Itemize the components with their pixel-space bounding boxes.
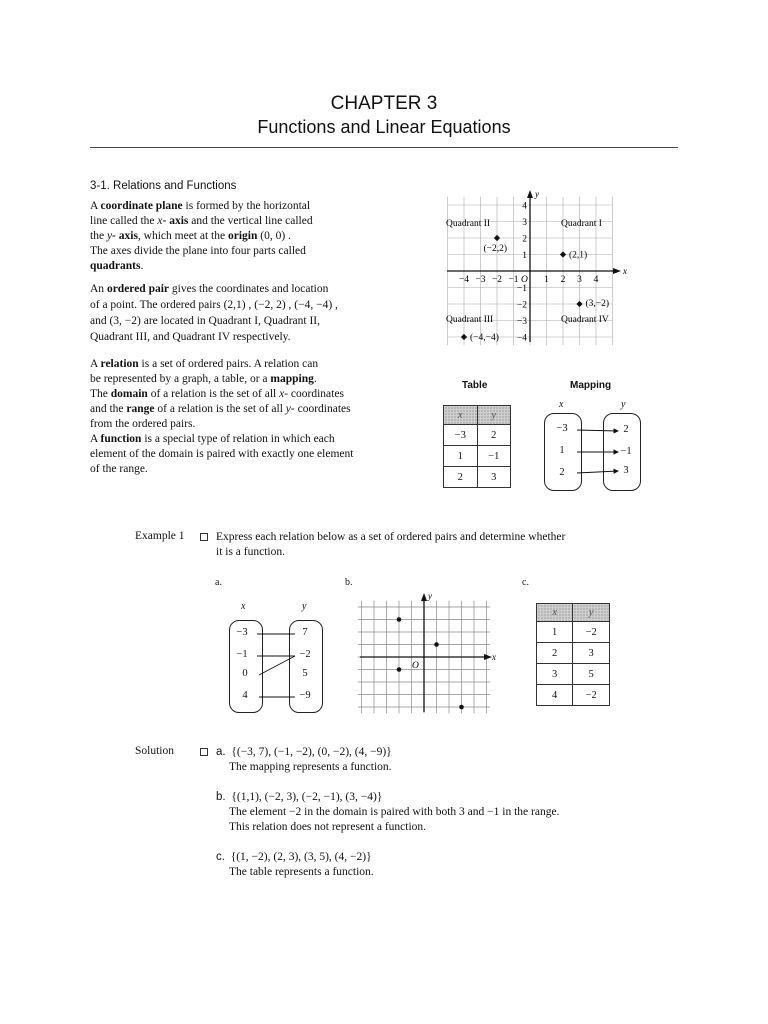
- example-c-label: c.: [522, 577, 529, 588]
- header-rule: [90, 147, 678, 148]
- intro-mapping-arrows: [540, 410, 640, 494]
- table-cell: 1: [537, 622, 573, 643]
- intro-mapping-title: Mapping: [570, 380, 612, 391]
- example-b-y-arrow: [421, 593, 427, 601]
- example-b-graph: [355, 590, 505, 718]
- table-cell: −2: [573, 622, 610, 643]
- mapping-domain-value: 2: [559, 467, 565, 478]
- paragraph-relation-function: A relation is a set of ordered pairs. A relation can be represented by a graph, a table, or a mapping. The domain of a relation is the set of all x- coordinates and the range of a relation is the set of all y- coordinates from the ordered pairs. A function is a special type of relation in which each element of the domain is paired with exactly one element of the range.: [90, 358, 354, 475]
- quadrant-x-label: x: [623, 266, 627, 276]
- table-cell: 3: [573, 643, 610, 664]
- example-b-origin-label: O: [412, 661, 419, 671]
- section-title: 3-1. Relations and Functions: [90, 180, 237, 192]
- x-tick-label: 4: [593, 275, 599, 285]
- data-point: [397, 617, 402, 622]
- table-cell: 1: [444, 446, 478, 467]
- quadrant-x-arrow: [613, 268, 621, 274]
- mapping-domain-value: 0: [242, 668, 248, 679]
- example-c-head-y: y: [573, 604, 610, 622]
- example-label: Example 1: [135, 530, 185, 542]
- mapping-range-value: 7: [302, 627, 308, 638]
- mapping-domain-value: 4: [242, 690, 248, 701]
- point-label: (−4,−4): [470, 333, 499, 343]
- data-point: [459, 705, 464, 710]
- data-point: [434, 642, 439, 647]
- data-point: [576, 301, 582, 307]
- mapping-range-value: −9: [299, 690, 311, 701]
- bullet-square-icon: [200, 533, 208, 541]
- example-a-y-head: y: [302, 601, 307, 612]
- mapping-domain-value: −3: [556, 423, 568, 434]
- x-tick-label: 2: [560, 275, 566, 285]
- x-tick-label: 1: [544, 275, 549, 285]
- intro-table: [443, 405, 511, 488]
- chapter-title: Functions and Linear Equations: [257, 117, 511, 137]
- data-point: [397, 667, 402, 672]
- mapping-domain-value: −3: [236, 627, 248, 638]
- table-cell: 2: [444, 467, 478, 488]
- intro-mapping-x-head: x: [559, 399, 564, 410]
- quadrant-origin-label: O: [521, 275, 528, 285]
- solution-b: b. {(1,1), (−2, 3), (−2, −1), (3, −4)} The element −2 in the domain is paired with both 3 and −1 in the range. This relation does not represent a function.: [216, 791, 560, 833]
- quadrant-iii-label: Quadrant III: [446, 315, 494, 325]
- table-cell: 5: [573, 664, 610, 685]
- table-cell: 4: [537, 685, 573, 706]
- bullet-square-icon: [200, 748, 208, 756]
- chapter-number: CHAPTER 3: [330, 93, 438, 114]
- y-tick-label: −2: [516, 300, 527, 311]
- data-point: [560, 251, 566, 257]
- x-tick-label: −1: [508, 275, 519, 285]
- y-tick-label: 1: [522, 251, 527, 261]
- example-b-label: b.: [345, 577, 353, 588]
- quadrant-y-arrow: [527, 190, 533, 198]
- table-cell: −3: [444, 425, 478, 446]
- example-a-mapping-lines: [225, 615, 325, 715]
- table-cell: 2: [477, 425, 511, 446]
- example-a-label: a.: [215, 577, 222, 588]
- table-cell: 3: [537, 664, 573, 685]
- mapping-arrow: [577, 471, 618, 473]
- mapping-range-value: −1: [620, 446, 632, 457]
- mapping-arrow: [577, 430, 618, 431]
- example-a-x-head: x: [241, 601, 246, 612]
- quadrant-graph: [425, 185, 635, 350]
- mapping-range-value: 2: [623, 424, 629, 435]
- y-tick-label: 4: [522, 201, 527, 212]
- quadrant-ii-label: Quadrant II: [446, 219, 491, 229]
- point-label: (−2,2): [483, 244, 507, 254]
- mapping-domain-value: 1: [559, 445, 565, 456]
- intro-table-head-y: y: [477, 406, 511, 425]
- table-cell: −2: [573, 685, 610, 706]
- quadrant-y-label: y: [535, 189, 539, 199]
- mapping-range-value: −2: [299, 649, 311, 660]
- mapping-range-value: 3: [623, 465, 629, 476]
- x-tick-label: −4: [458, 275, 470, 285]
- mapping-line: [259, 656, 295, 675]
- x-tick-label: −3: [475, 275, 486, 285]
- example-b-y-label: y: [428, 591, 432, 601]
- y-tick-label: 3: [522, 218, 527, 228]
- point-label: (3,−2): [585, 299, 610, 309]
- y-tick-label: 2: [522, 234, 527, 245]
- paragraph-ordered-pair: An ordered pair gives the coordinates and location of a point. The ordered pairs (2,1) , (−2, 2) , (−4, −4) , and (3, −2) are located in Quadrant I, Quadrant II, Quadrant III, and Quadrant IV respectively.: [90, 283, 338, 343]
- example-b-x-arrow: [484, 654, 492, 660]
- solution-c: c. {(1, −2), (2, 3), (3, 5), (4, −2)} The table represents a function.: [216, 851, 374, 878]
- example-c-head-x: x: [537, 604, 573, 622]
- solution-a: a. {(−3, 7), (−1, −2), (0, −2), (4, −9)} The mapping represents a function.: [216, 746, 392, 773]
- x-tick-label: 3: [577, 275, 582, 285]
- intro-table-head-x: x: [444, 406, 478, 425]
- y-tick-label: −1: [516, 284, 527, 294]
- mapping-domain-value: −1: [236, 649, 248, 660]
- quadrant-i-label: Quadrant I: [561, 219, 602, 229]
- table-cell: 3: [477, 467, 511, 488]
- data-point: [494, 235, 500, 241]
- intro-mapping-y-head: y: [621, 399, 626, 410]
- y-tick-label: −3: [516, 317, 527, 327]
- quadrant-iv-label: Quadrant IV: [561, 315, 609, 325]
- example-c-table: [536, 603, 610, 706]
- paragraph-coordinate-plane: A coordinate plane is formed by the horizontal line called the x- axis and the vertical line called the y- axis, which meet at the origin (0, 0) . The axes divide the plane into four parts called quadrants.: [90, 200, 313, 272]
- mapping-range-value: 5: [302, 668, 308, 679]
- solution-label: Solution: [135, 745, 174, 757]
- intro-table-title: Table: [462, 380, 488, 391]
- y-tick-label: −4: [516, 333, 527, 344]
- x-tick-label: −2: [491, 275, 503, 285]
- example-prompt: Express each relation below as a set of ordered pairs and determine whether it is a function.: [216, 531, 566, 558]
- table-cell: −1: [477, 446, 511, 467]
- data-point: [461, 334, 467, 340]
- point-label: (2,1): [569, 250, 588, 261]
- table-cell: 2: [537, 643, 573, 664]
- example-b-x-label: x: [492, 652, 496, 662]
